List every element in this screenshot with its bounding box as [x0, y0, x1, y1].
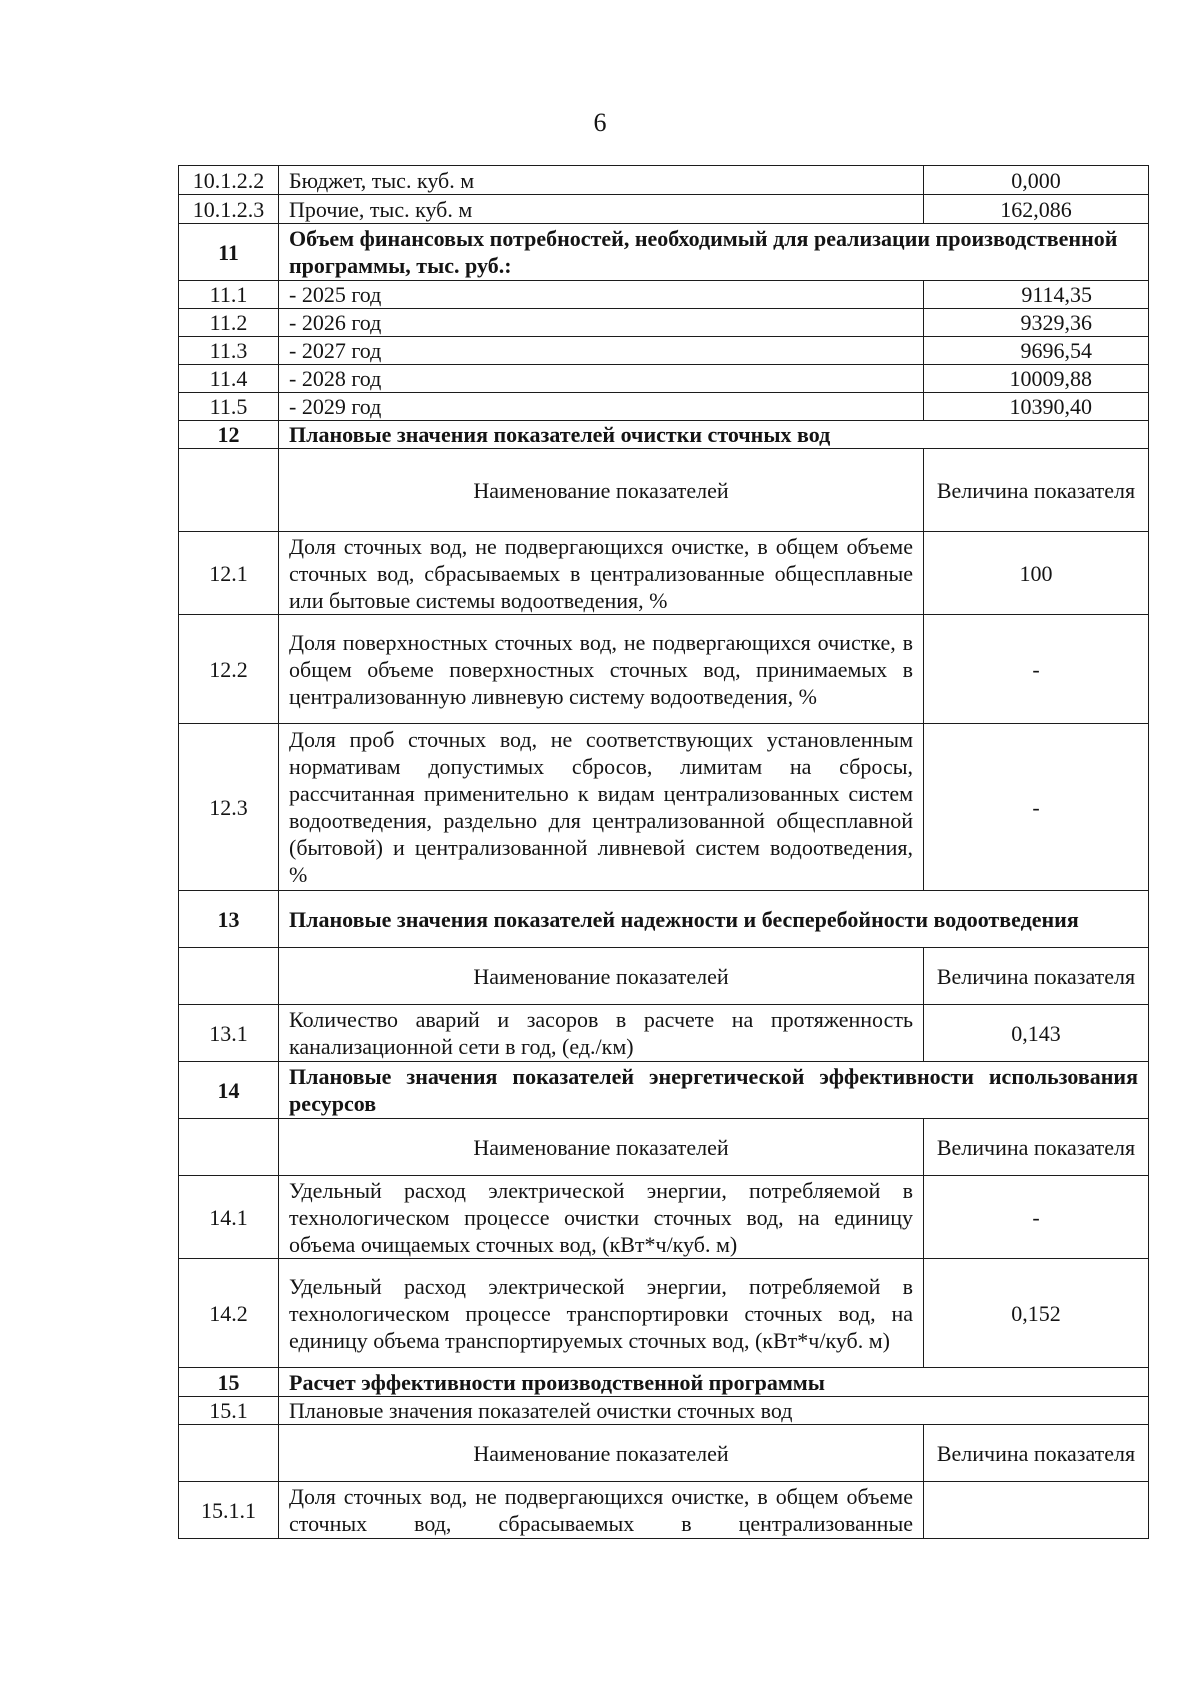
- header-label: Наименование показателей: [279, 948, 924, 1005]
- section-title: Расчет эффективности производственной программы: [279, 1368, 1149, 1397]
- row-value: 9696,54: [924, 337, 1149, 365]
- section-number: 14: [179, 1062, 279, 1119]
- row-number: 13.1: [179, 1005, 279, 1062]
- table-row: [179, 281, 1149, 309]
- section-row: [179, 891, 1149, 948]
- section-number: 12: [179, 421, 279, 449]
- row-label: - 2029 год: [279, 393, 924, 421]
- header-value: Величина показателя: [924, 948, 1149, 1005]
- section-row: [179, 1368, 1149, 1397]
- row-label: - 2026 год: [279, 309, 924, 337]
- section-title: Плановые значения показателей энергетической эффективности использования ресурсов: [279, 1062, 1149, 1119]
- table-row: [179, 1005, 1149, 1062]
- row-number: 10.1.2.2: [179, 166, 279, 195]
- row-label: Доля проб сточных вод, не соответствующих установленным нормативам допустимых сбросов, лимитам на сбросы, рассчитанная применительно к видам централизованных систем водоотведения, раздельно для централизованной общесплавной (бытовой) и централизованной ливневой систем водоотведения, %: [279, 724, 924, 891]
- header-value: Величина показателя: [924, 449, 1149, 532]
- section-title: Объем финансовых потребностей, необходимый для реализации производственной программы, тыс. руб.:: [279, 224, 1149, 281]
- section-number: 13: [179, 891, 279, 948]
- header-row: [179, 1425, 1149, 1482]
- table-row: [179, 532, 1149, 615]
- section-number: 11: [179, 224, 279, 281]
- row-value: 0,152: [924, 1259, 1149, 1368]
- header-number-cell: [179, 449, 279, 532]
- row-number: 14.2: [179, 1259, 279, 1368]
- table-row: [179, 1259, 1149, 1368]
- row-number: 11.3: [179, 337, 279, 365]
- row-number: 11.4: [179, 365, 279, 393]
- table-row: [179, 1176, 1149, 1259]
- table-row: [179, 724, 1149, 891]
- row-value: [924, 1482, 1149, 1539]
- section-number: 15: [179, 1368, 279, 1397]
- row-value: 0,000: [924, 166, 1149, 195]
- page-number: 6: [593, 108, 607, 137]
- section-row: [179, 1062, 1149, 1119]
- section-title: Плановые значения показателей надежности и бесперебойности водоотведения: [279, 891, 1149, 948]
- header-label: Наименование показателей: [279, 1119, 924, 1176]
- section-row: [179, 421, 1149, 449]
- header-value: Величина показателя: [924, 1425, 1149, 1482]
- row-number: 11.5: [179, 393, 279, 421]
- row-number: 15.1.1: [179, 1482, 279, 1539]
- row-label: Доля сточных вод, не подвергающихся очистке, в общем объеме сточных вод, сбрасываемых в централизованные общесплавные или бытовые системы водоотведения, %: [279, 532, 924, 615]
- row-label: - 2028 год: [279, 365, 924, 393]
- row-label: Количество аварий и засоров в расчете на протяженность канализационной сети в год, (ед./км): [279, 1005, 924, 1062]
- header-label: Наименование показателей: [279, 1425, 924, 1482]
- row-number: 12.1: [179, 532, 279, 615]
- header-number-cell: [179, 948, 279, 1005]
- header-row: [179, 948, 1149, 1005]
- section-row: [179, 224, 1149, 281]
- row-label: Удельный расход электрической энергии, потребляемой в технологическом процессе транспортировки сточных вод, на единицу объема транспортируемых сточных вод, (кВт*ч/куб. м): [279, 1259, 924, 1368]
- row-label: Удельный расход электрической энергии, потребляемой в технологическом процессе очистки сточных вод, на единицу объема очищаемых сточных вод, (кВт*ч/куб. м): [279, 1176, 924, 1259]
- header-number-cell: [179, 1119, 279, 1176]
- row-value: -: [924, 724, 1149, 891]
- row-number: 12.2: [179, 615, 279, 724]
- header-value: Величина показателя: [924, 1119, 1149, 1176]
- row-number: 11.1: [179, 281, 279, 309]
- row-label: Бюджет, тыс. куб. м: [279, 166, 924, 195]
- row-value: -: [924, 1176, 1149, 1259]
- table-row: [179, 1482, 1149, 1539]
- section-title: Плановые значения показателей очистки сточных вод: [279, 421, 1149, 449]
- header-row: [179, 449, 1149, 532]
- subsection-number: 15.1: [179, 1397, 279, 1425]
- row-number: 12.3: [179, 724, 279, 891]
- program-table: [178, 165, 1149, 1539]
- row-number: 10.1.2.3: [179, 195, 279, 224]
- row-number: 14.1: [179, 1176, 279, 1259]
- table-row: [179, 166, 1149, 195]
- row-value: -: [924, 615, 1149, 724]
- row-label: Прочие, тыс. куб. м: [279, 195, 924, 224]
- row-value: 10390,40: [924, 393, 1149, 421]
- row-number: 11.2: [179, 309, 279, 337]
- header-number-cell: [179, 1425, 279, 1482]
- row-value: 9114,35: [924, 281, 1149, 309]
- row-value: 0,143: [924, 1005, 1149, 1062]
- subsection-title: Плановые значения показателей очистки сточных вод: [279, 1397, 1149, 1425]
- row-value: 9329,36: [924, 309, 1149, 337]
- row-value: 100: [924, 532, 1149, 615]
- subsection-row: [179, 1397, 1149, 1425]
- header-label: Наименование показателей: [279, 449, 924, 532]
- row-label: - 2027 год: [279, 337, 924, 365]
- row-value: 162,086: [924, 195, 1149, 224]
- row-label: Доля поверхностных сточных вод, не подвергающихся очистке, в общем объеме поверхностных сточных вод, принимаемых в централизованную ливневую систему водоотведения, %: [279, 615, 924, 724]
- table-row: [179, 615, 1149, 724]
- header-row: [179, 1119, 1149, 1176]
- row-label: Доля сточных вод, не подвергающихся очистке, в общем объеме сточных вод, сбрасываемых в централизованные: [279, 1482, 924, 1539]
- table-row: [179, 365, 1149, 393]
- table-row: [179, 309, 1149, 337]
- table-row: [179, 195, 1149, 224]
- table-row: [179, 337, 1149, 365]
- table-row: [179, 393, 1149, 421]
- row-label: - 2025 год: [279, 281, 924, 309]
- row-value: 10009,88: [924, 365, 1149, 393]
